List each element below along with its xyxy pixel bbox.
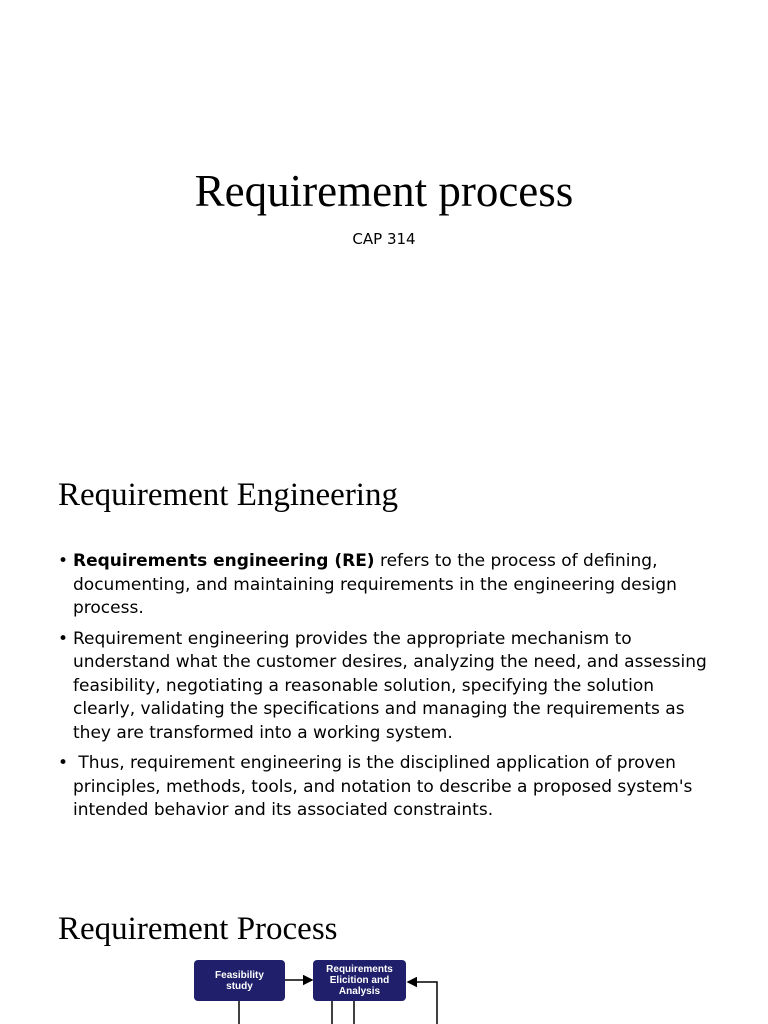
- requirement-process-slide: [0, 870, 768, 1024]
- slide-heading: Requirement Process: [58, 911, 338, 947]
- slide-heading: Requirement Engineering: [58, 477, 398, 513]
- presentation-title: Requirement process: [194, 166, 574, 216]
- arrow-feedback-to-elicitation: [408, 982, 437, 1024]
- feasibility-study-box: [194, 960, 285, 1001]
- course-code: CAP 314: [352, 230, 416, 248]
- requirement-engineering-slide: [0, 440, 768, 870]
- feasibility-label-line2: study: [226, 980, 253, 992]
- elicitation-analysis-box: [313, 960, 406, 1001]
- bullet-text: Requirement engineering provides the appropriate mechanism to understand what the customer desires, analyzing the need, and assessing feasibility, negotiating a reasonable solution, specifying the solution clearly, validating the specifications and managing the requirements as they are transformed into a working system.: [73, 628, 707, 743]
- bullet-list: [58, 550, 718, 830]
- title-slide: [0, 0, 768, 440]
- bullet-item: [58, 628, 718, 746]
- elicitation-label-line3: Analysis: [338, 986, 381, 997]
- bullet-item: [58, 752, 718, 823]
- bullet-text: Thus, requirement engineering is the disciplined application of proven principles, methods, tools, and notation to describe a proposed system's intended behavior and its associated constraints.: [73, 753, 698, 820]
- feasibility-label-line1: Feasibility: [215, 969, 264, 981]
- elicitation-label-line2: Elicition and: [329, 975, 390, 986]
- elicitation-label-line1: Requirements: [326, 964, 393, 975]
- bullet-bold-term: Requirements engineering (RE): [73, 551, 375, 571]
- bullet-text: refers to the process of defining, documenting, and maintaining requirements in the engineering design process.: [73, 551, 677, 618]
- bullet-item: [58, 550, 718, 621]
